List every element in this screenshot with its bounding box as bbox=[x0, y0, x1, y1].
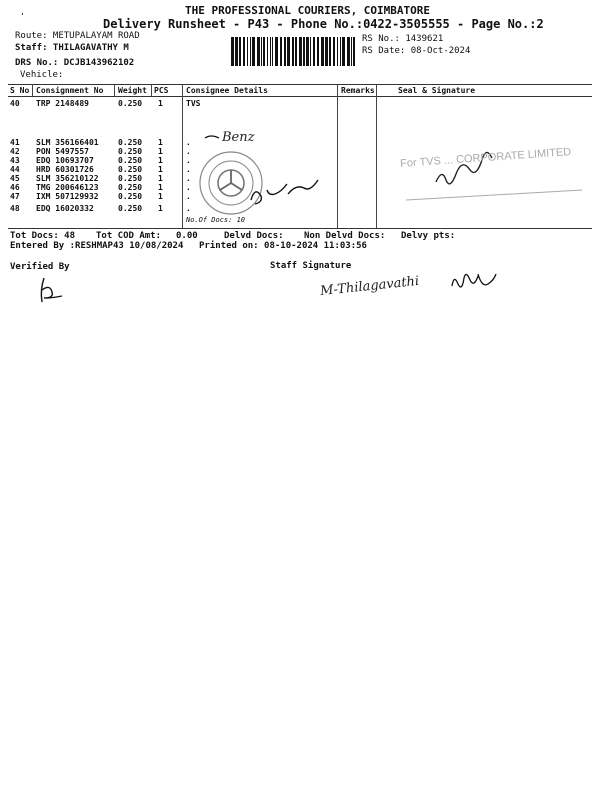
header-consignee: Consignee Details bbox=[186, 86, 268, 95]
staff-label: Staff: THILAGAVATHY M bbox=[15, 43, 129, 53]
staff-signature-scrawl bbox=[448, 268, 498, 292]
handwritten-benz: Benz bbox=[222, 130, 255, 145]
cell-details: . bbox=[186, 174, 191, 183]
table-bottom-line bbox=[8, 228, 592, 229]
runsheet-subtitle: Delivery Runsheet - P43 - Phone No.:0422-3505555 - Page No.:2 bbox=[103, 17, 544, 31]
barcode-bar bbox=[235, 37, 238, 66]
barcode-bar bbox=[306, 37, 309, 66]
barcode-bar bbox=[272, 37, 273, 66]
entered-by: Entered By :RESHMAP43 10/08/2024 bbox=[10, 241, 184, 251]
cell-weight: 0.250 bbox=[118, 156, 143, 165]
cell-weight: 0.250 bbox=[118, 183, 143, 192]
total-cod-value: 0.00 bbox=[176, 231, 198, 241]
barcode-bar bbox=[351, 37, 352, 66]
total-cod-label: Tot COD Amt: bbox=[96, 231, 162, 241]
cell-consignment: TRP 2148489 bbox=[36, 99, 89, 108]
barcode-bar bbox=[295, 37, 297, 66]
barcode-bar bbox=[325, 37, 328, 66]
cell-sno: 43 bbox=[10, 156, 20, 165]
tvs-stamp-text: For TVS ... CORPORATE LIMITED bbox=[399, 146, 572, 170]
cell-weight: 0.250 bbox=[118, 174, 143, 183]
cell-consignment: EDQ 10693707 bbox=[36, 156, 94, 165]
header-seal-signature: Seal & Signature bbox=[398, 86, 476, 95]
barcode-bar bbox=[243, 37, 245, 66]
cell-pcs: 1 bbox=[158, 174, 163, 183]
cell-details: . bbox=[186, 156, 191, 165]
cell-consignment: PON 5497557 bbox=[36, 147, 89, 156]
cell-sno: 45 bbox=[10, 174, 20, 183]
table-top-line bbox=[8, 84, 592, 85]
col-divider bbox=[114, 84, 115, 96]
company-title: THE PROFESSIONAL COURIERS, COIMBATORE bbox=[185, 4, 431, 17]
barcode-bar bbox=[321, 37, 324, 66]
barcode-bar bbox=[250, 37, 251, 66]
cell-pcs: 1 bbox=[158, 183, 163, 192]
cell-pcs: 1 bbox=[158, 99, 163, 108]
cell-weight: 0.250 bbox=[118, 165, 143, 174]
cell-details: . bbox=[186, 138, 191, 147]
col-divider bbox=[151, 84, 152, 96]
cell-weight: 0.250 bbox=[118, 99, 143, 108]
cell-sno: 46 bbox=[10, 183, 20, 192]
delivered-docs: Delvd Docs: bbox=[224, 231, 284, 241]
table-row bbox=[0, 99, 600, 109]
header-sno: S No bbox=[10, 86, 30, 95]
barcode-bar bbox=[342, 37, 345, 66]
header-weight: Weight bbox=[118, 86, 147, 95]
barcode-bar bbox=[337, 37, 338, 66]
barcode-bar bbox=[313, 37, 315, 66]
non-delivered-docs: Non Delvd Docs: bbox=[304, 231, 386, 241]
cell-sno: 41 bbox=[10, 138, 20, 147]
staff-signature-label: Staff Signature bbox=[270, 261, 352, 271]
table-header-line bbox=[8, 96, 592, 97]
barcode-bar bbox=[329, 37, 331, 66]
corner-mark: ʻ bbox=[20, 12, 25, 21]
header-remarks: Remarks bbox=[341, 86, 375, 95]
cell-details: . bbox=[186, 183, 191, 192]
header-consignment: Consignment No bbox=[36, 86, 104, 95]
no-of-docs: No.Of Docs: 10 bbox=[186, 216, 246, 224]
barcode-bar bbox=[333, 37, 335, 66]
barcode-bar bbox=[299, 37, 302, 66]
rs-number: RS No.: 1439621 bbox=[362, 34, 444, 44]
barcode-bar bbox=[287, 37, 290, 66]
cell-sno: 42 bbox=[10, 147, 20, 156]
drs-number: DRS No.: DCJB143962102 bbox=[15, 58, 135, 68]
cell-weight: 0.250 bbox=[118, 138, 143, 147]
cell-details: . bbox=[186, 204, 191, 213]
cell-details: . bbox=[186, 165, 191, 174]
col-divider bbox=[32, 84, 33, 96]
cell-consignment: TMG 200646123 bbox=[36, 183, 99, 192]
printed-on: Printed on: 08-10-2024 11:03:56 bbox=[199, 241, 367, 251]
barcode-bar bbox=[257, 37, 260, 66]
barcode-bar bbox=[275, 37, 278, 66]
cell-pcs: 1 bbox=[158, 147, 163, 156]
tvs-seal-stamp bbox=[392, 130, 592, 216]
barcode-bar bbox=[280, 37, 282, 66]
header-pcs: PCS bbox=[154, 86, 169, 95]
cell-details: . bbox=[186, 192, 191, 201]
rs-date: RS Date: 08-Oct-2024 bbox=[362, 46, 471, 56]
cell-sno: 47 bbox=[10, 192, 20, 201]
delivery-points: Delvy pts: bbox=[401, 231, 456, 241]
vehicle-label: Vehicle: bbox=[20, 70, 64, 80]
barcode-bar bbox=[239, 37, 241, 66]
total-docs: Tot Docs: 48 bbox=[10, 231, 76, 241]
cell-pcs: 1 bbox=[158, 204, 163, 213]
barcode-bar bbox=[270, 37, 271, 66]
company-seal-stamp bbox=[183, 128, 333, 228]
barcode-bar bbox=[247, 37, 248, 66]
cell-pcs: 1 bbox=[158, 192, 163, 201]
staff-signature: M-Thilagavathi bbox=[319, 273, 420, 300]
barcode-bar bbox=[353, 37, 355, 66]
cell-details: TVS bbox=[186, 99, 201, 108]
cell-weight: 0.250 bbox=[118, 192, 143, 201]
barcode-bar bbox=[303, 37, 305, 66]
cell-consignment: EDQ 16020332 bbox=[36, 204, 94, 213]
cell-consignment: SLM 356210122 bbox=[36, 174, 99, 183]
cell-sno: 48 bbox=[10, 204, 20, 213]
barcode-bar bbox=[263, 37, 265, 66]
verified-by-label: Verified By bbox=[10, 262, 70, 272]
barcode bbox=[230, 37, 356, 66]
cell-weight: 0.250 bbox=[118, 204, 143, 213]
cell-weight: 0.250 bbox=[118, 147, 143, 156]
barcode-bar bbox=[284, 37, 286, 66]
barcode-bar bbox=[292, 37, 294, 66]
cell-pcs: 1 bbox=[158, 156, 163, 165]
cell-details: . bbox=[186, 147, 191, 156]
cell-consignment: SLM 356166401 bbox=[36, 138, 99, 147]
route-label: Route: METUPALAYAM ROAD bbox=[15, 31, 140, 41]
barcode-bar bbox=[347, 37, 350, 66]
barcode-bar bbox=[231, 37, 234, 66]
cell-pcs: 1 bbox=[158, 165, 163, 174]
cell-consignment: HRD 60301726 bbox=[36, 165, 94, 174]
barcode-bar bbox=[317, 37, 319, 66]
cell-sno: 44 bbox=[10, 165, 20, 174]
verifier-signature bbox=[34, 276, 68, 306]
cell-consignment: IXM 507129932 bbox=[36, 192, 99, 201]
barcode-bar bbox=[310, 37, 311, 66]
cell-pcs: 1 bbox=[158, 138, 163, 147]
barcode-bar bbox=[340, 37, 341, 66]
barcode-bar bbox=[267, 37, 268, 66]
cell-sno: 40 bbox=[10, 99, 20, 108]
barcode-bar bbox=[261, 37, 262, 66]
barcode-bar bbox=[252, 37, 255, 66]
